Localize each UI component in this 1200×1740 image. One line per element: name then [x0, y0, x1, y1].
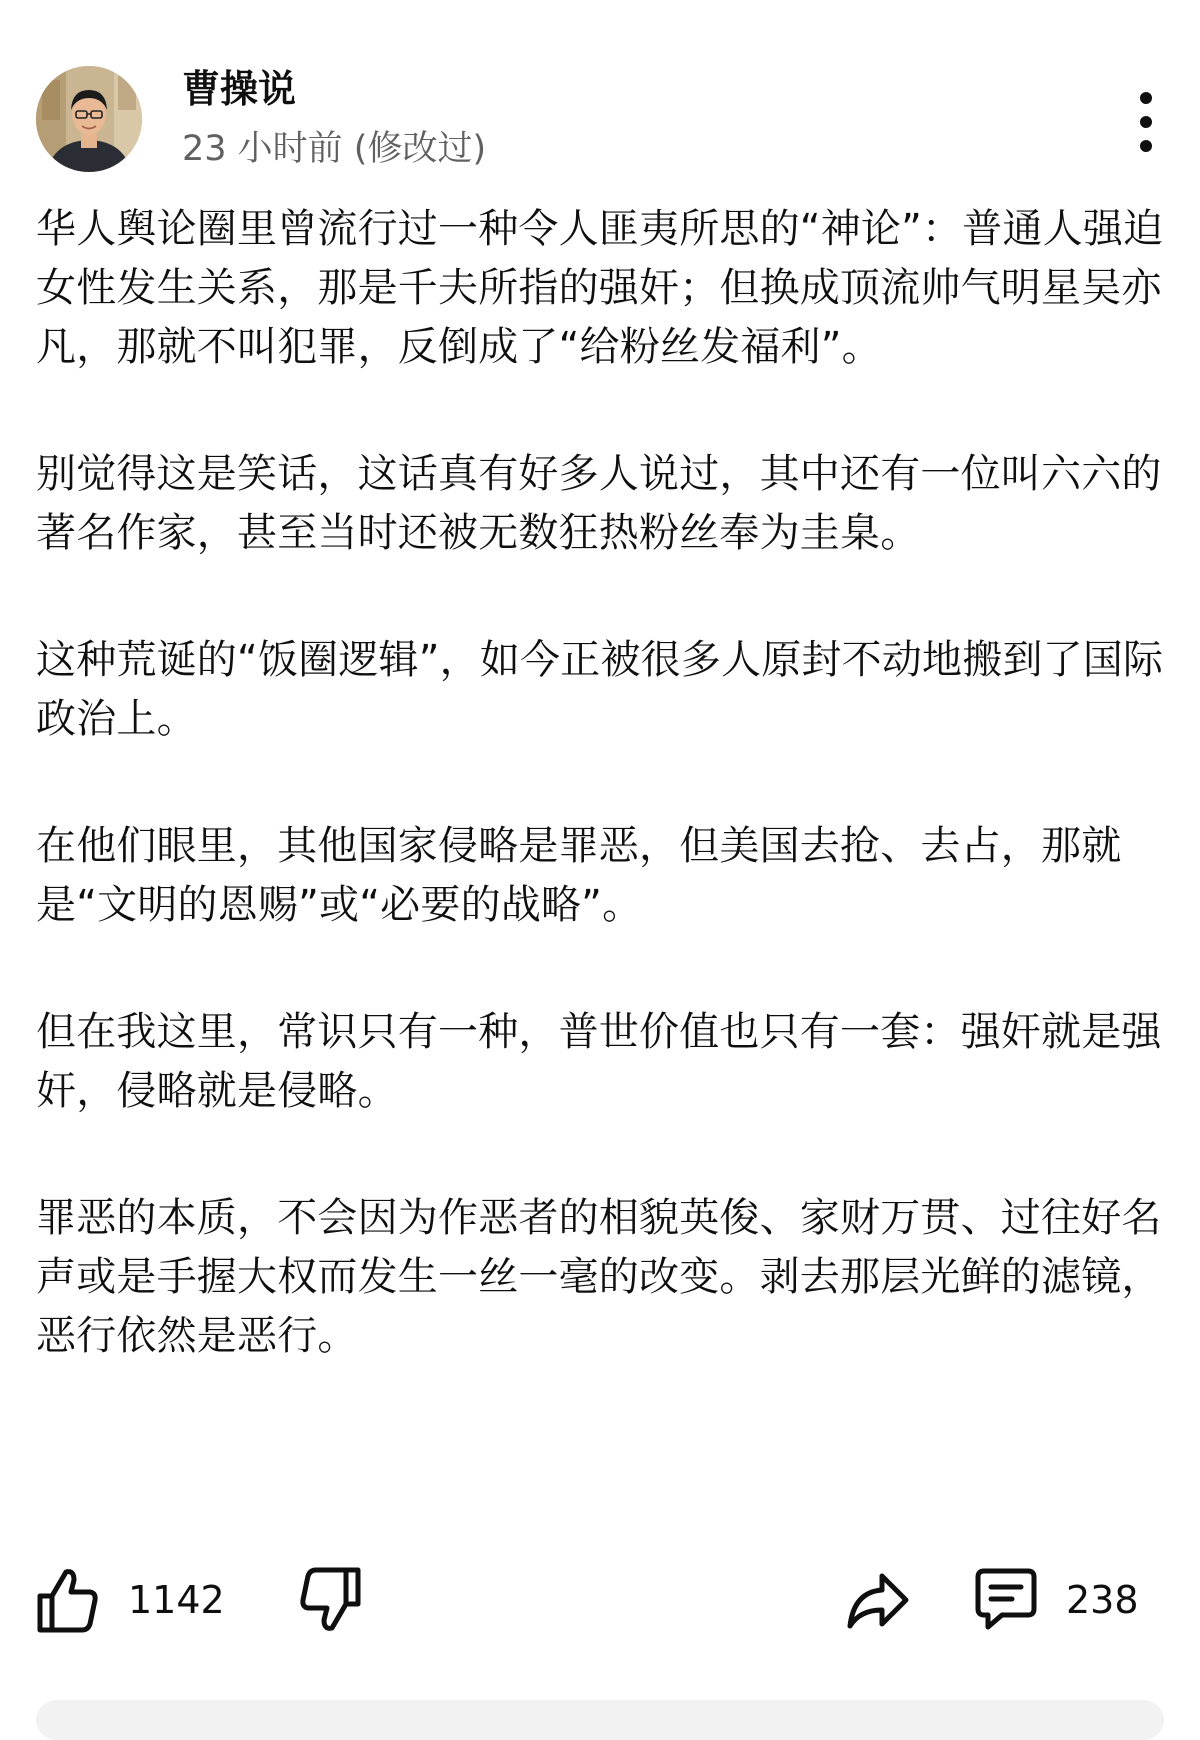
like-button[interactable] — [36, 1560, 225, 1640]
share-icon — [846, 1570, 910, 1630]
thumbs-down-icon — [298, 1566, 362, 1634]
post-paragraph: 这种荒诞的“饭圈逻辑”，如今正被很多人原封不动地搬到了国际政治上。 — [36, 637, 1164, 742]
dislike-button[interactable] — [298, 1560, 362, 1640]
comment-icon — [974, 1567, 1038, 1633]
post-paragraph: 但在我这里，常识只有一种，普世价值也只有一套：强奸就是强奸，侵略就是侵略。 — [36, 1009, 1162, 1114]
share-button[interactable] — [846, 1560, 910, 1640]
post-timestamp: 23 小时前 (修改过) — [182, 129, 487, 169]
avatar[interactable] — [36, 66, 142, 172]
avatar-image — [36, 66, 142, 172]
post-paragraph: 别觉得这是笑话，这话真有好多人说过，其中还有一位叫六六的著名作家，甚至当时还被无数狂热粉丝奉为圭臬。 — [36, 451, 1162, 556]
more-options-button[interactable] — [1116, 90, 1176, 154]
post-paragraph: 在他们眼里，其他国家侵略是罪恶，但美国去抢、去占，那就是“文明的恩赐”或“必要的战略”。 — [36, 823, 1122, 928]
thumbs-up-icon — [36, 1566, 100, 1634]
author-name[interactable]: 曹操说 — [182, 67, 297, 111]
comments-button[interactable] — [974, 1560, 1139, 1640]
post-header — [36, 62, 1164, 172]
more-vertical-icon — [1116, 90, 1176, 154]
like-count: 1142 — [128, 1578, 225, 1622]
comment-count: 238 — [1066, 1578, 1139, 1622]
post-paragraph: 罪恶的本质，不会因为作恶者的相貌英俊、家财万贯、过往好名声或是手握大权而发生一丝一毫的改变。剥去那层光鲜的滤镜，恶行依然是恶行。 — [36, 1195, 1162, 1359]
reply-bar[interactable] — [36, 1700, 1164, 1740]
post-paragraph: 华人舆论圈里曾流行过一种令人匪夷所思的“神论”：普通人强迫女性发生关系，那是千夫所指的强奸；但换成顶流帅气明星吴亦凡，那就不叫犯罪，反倒成了“给粉丝发福利”。 — [36, 206, 1164, 370]
post-body — [36, 200, 1164, 1434]
post-action-bar — [36, 1560, 1164, 1640]
